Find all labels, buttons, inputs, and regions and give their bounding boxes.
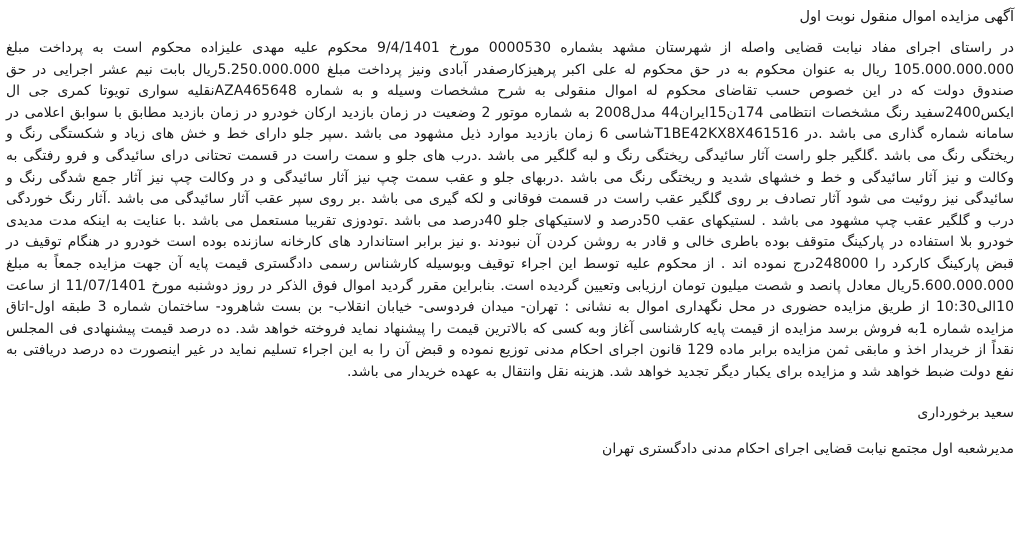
notice-body: در راستای اجرای مفاد نیابت قضایی واصله از شهرستان مشهد بشماره 0000530 مورخ 9/4/1401 محکوم علیه مهدی علیزاده محکوم است به پرداخت مبلغ 105.000.000.000 ریال به عنوان محکوم به در حق محکوم له علی اکبر پرهیزکارصفدر آبادی ونیز پرداخت مبلغ 5.250.000.000ریال بابت نیم عشر اجرایی در حق صندوق دولت که در این خصوص حسب تقاضای محکوم له اموال منقولی به شرح مشخصات وسیله و به شماره AZA465648نقلیه سواری تویوتا کمری جی ال ایکس2400سفید رنگ مشخصات انتظامی 174ن15ایران44 مدل2008 به شماره موتور 2 وضعیت در زمان بازدید ارکان خودرو در زمان بازدید مطابق با سوابق اعلامی در سامانه شماره گذاری می باشد .در T1BE42KX8X461516شاسی 6 زمان بازدید موارد ذیل مشهود می باشد .سپر جلو دارای خط و خش های زیاد و شکستگی رنگ و ریختگی رنگ می باشد .گلگیر جلو راست آثار سائیدگی ریختگی رنگ و لبه گلگیر می باشد .درب های جلو و سمت راست در قسمت تحتانی درای سائیدگی و فرو رفتگی به وکالت و نیز آثار سائیدگی و خط و خشهای شدید و ریختگی رنگ می باشد .دربهای جلو و عقب سمت چپ نیز آثار سائیدگی و در وکالت چپ نیز آثار جمع شدگی رنگ و سائیدگی نیز روئیت می شود آثار تصادف بر روی گلگیر عقب راست در قسمت فوقانی و لکه گیری می باشد .بر روی سپر عقب آثار سائیدگی می باشد .آثار رنگ خوردگی درب و گلگیر عقب چپ مشهود می باشد . لستیکهای عقب 50درصد و لاستیکهای جلو 40درصد می باشد .تودوزی تقریبا مستعمل می باشد .با عنایت به اینکه مدت مدیدی خودرو بلا استفاده در پارکینگ متوقف بوده باطری خالی و قادر به روشن کردن آن نبودند .و نیز برابر استاندارد های کارخانه سازنده بوده است خودرو در هنگام توقیف در قبض پارکینگ کارکرد را 248000درج نموده اند . از محکوم علیه توسط این اجراء توقیف وبوسیله کارشناس رسمی دادگستری قیمت پایه آن جهت مزایده جمعاً به مبلغ 5.600.000.000ریال معادل پانصد و شصت میلیون تومان ارزیابی وتعیین گردیده است. بنابراین مقرر گردید اموال فوق الذکر در روز دوشنبه مورخ 11/07/1401 از ساعت 10الی10:30 از طریق مزایده حضوری در محل نگهداری اموال به نشانی : تهران- میدان فردوسی- خیابان انقلاب- بن بست شاهرود- ساختمان شماره 3 طبقه اول-اتاق مزایده شماره 1به فروش برسد مزایده از قیمت پایه کارشناسی آغاز وبه کسی که بالاترین قیمت را پیشنهاد نماید فروخته خواهد شد. ده درصد قیمت پیشنهادی فی المجلس نقداً از خریدار اخذ و مابقی ثمن مزایده برابر ماده 129 قانون اجرای احکام مدنی توزیع نموده و قبض آن را به این اجراء تسلیم نماید در غیر اینصورت ده درصد دریافتی به نفع دولت ضبط خواهد شد و مزایده برای یکبار دیگر تجدید خواهد شد. هزینه نقل وانتقال به عهده خریدار می باشد. xyxy=(6,40,1015,380)
organization-name: مدیرشعبه اول مجتمع نیابت قضایی اجرای احکام مدنی دادگستری تهران xyxy=(602,440,1014,457)
notice-title: آگهی مزایده اموال منقول نوبت اول xyxy=(799,9,1014,25)
signer-name: سعید برخورداری xyxy=(917,404,1014,421)
